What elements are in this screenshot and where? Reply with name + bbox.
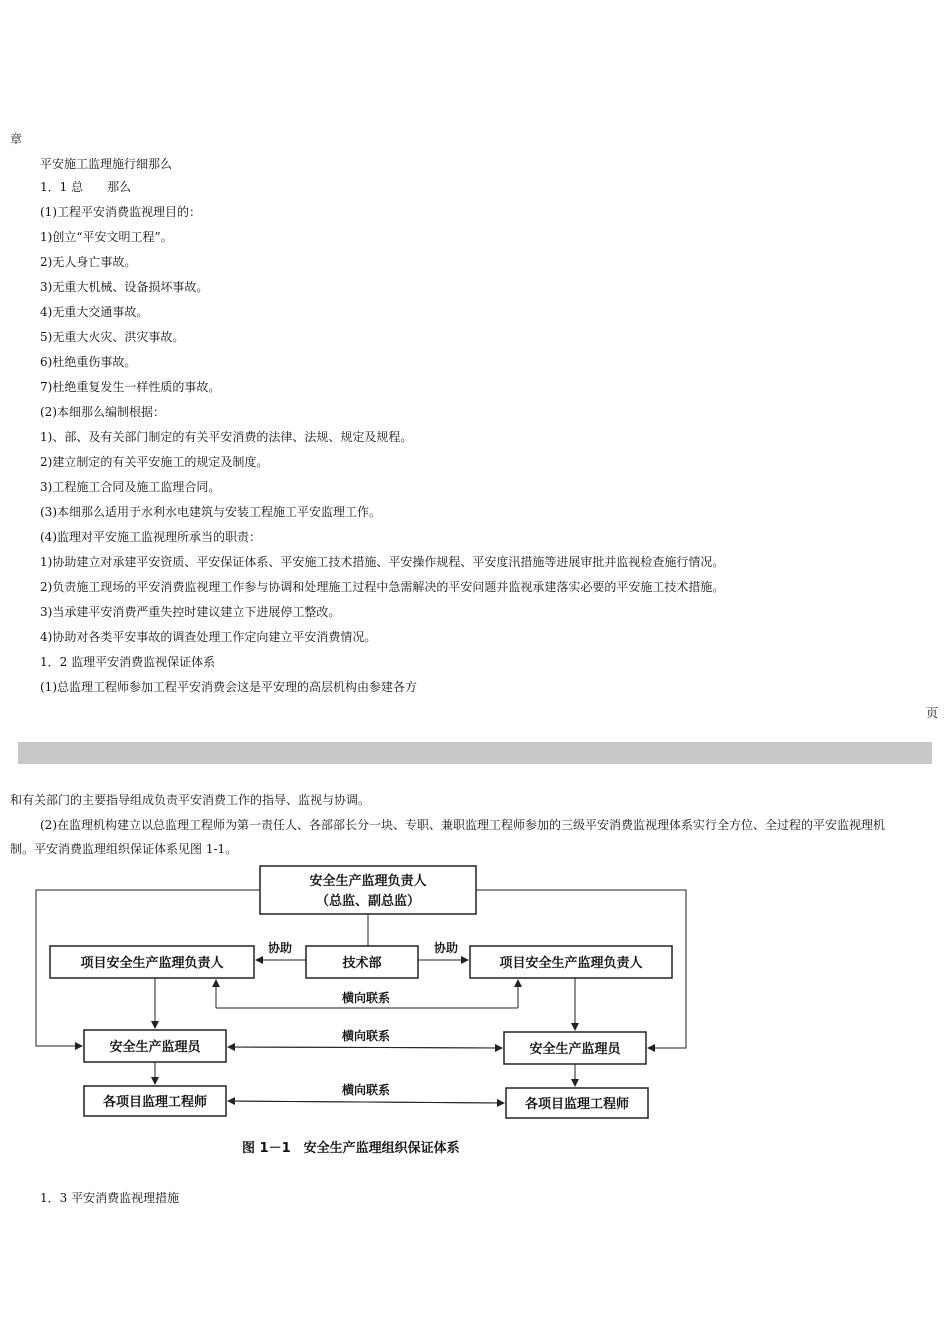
text-line: (1)总监理工程师参加工程平安消费会这是平安理的高层机构由参建各方 (40, 680, 418, 694)
tech-dept-box (306, 946, 418, 978)
lateral-label: 横向联系 (341, 991, 391, 1005)
svg-text:项目安全生产监理负责人: 项目安全生产监理负责人 (499, 956, 643, 971)
document-title: 平安施工监理施行细那么 (40, 157, 173, 171)
text-line: (1)工程平安消费监视理目的： (40, 205, 201, 219)
section-heading: 1．3 平安消费监视理措施 (40, 1191, 180, 1205)
text-line: 4)协助对各类平安事故的调查处理工作定向建立平安消费情况。 (40, 630, 377, 644)
left-manager-box (50, 946, 254, 978)
svg-text:各项目监理工程师: 各项目监理工程师 (102, 1095, 208, 1110)
top-box-line1: 安全生产监理负责人 (309, 874, 427, 889)
section-heading: 1．2 监理平安消费监视保证体系 (40, 655, 216, 669)
text-line: 和有关部门的主要指导组成负责平安消费工作的指导、监视与协调。 (10, 793, 371, 807)
text-line: (3)本细那么适用于水利水电建筑与安装工程施工平安监理工作。 (40, 505, 382, 519)
text-line: 1)协助建立对承建平安资质、平安保证体系、平安施工技术措施、平安操作规程、平安度汛措施等进展审批并监视检查施行情况。 (40, 555, 725, 569)
svg-text:安全生产监理员: 安全生产监理员 (109, 1040, 201, 1055)
text-line: 2)负责施工现场的平安消费监视理工作参与协调和处理施工过程中急需解决的平安问题并监视承建落实必要的平安施工技术措施。 (40, 580, 725, 594)
lateral-label: 横向联系 (341, 1029, 391, 1043)
svg-text:项目安全生产监理负责人: 项目安全生产监理负责人 (80, 956, 224, 971)
text-line: 1)创立“平安文明工程”。 (40, 230, 173, 244)
text-line: 3)当承建平安消费严重失控时建议建立下进展停工整改。 (40, 605, 341, 619)
text-line: 3)无重大机械、设备损坏事故。 (40, 280, 209, 294)
lateral-label: 横向联系 (341, 1083, 391, 1097)
svg-text:各项目监理工程师: 各项目监理工程师 (524, 1097, 630, 1112)
right-manager-box (470, 946, 672, 978)
org-chart-diagram (28, 860, 698, 1160)
page-footer-label: 页 (926, 706, 939, 720)
text-line: 2)无人身亡事故。 (40, 255, 137, 269)
right-engineer-box (506, 1088, 648, 1118)
text-line: 2)建立制定的有关平安施工的规定及制度。 (40, 455, 269, 469)
assist-label-right: 协助 (433, 941, 459, 955)
text-line: 7)杜绝重复发生一样性质的事故。 (40, 380, 221, 394)
figure-caption: 图 1－1 安全生产监理组织保证体系 (242, 1141, 460, 1156)
text-line: 1)、部、及有关部门制定的有关平安消费的法律、法规、规定及规程。 (40, 430, 413, 444)
chapter-label: 章 (10, 132, 23, 146)
top-box-line2: （总监、副总监） (315, 894, 421, 909)
text-line: 4)无重大交通事故。 (40, 305, 149, 319)
svg-text:安全生产监理员: 安全生产监理员 (529, 1042, 621, 1057)
left-supervisor-box (84, 1030, 226, 1062)
text-line: 6)杜绝重伤事故。 (40, 355, 137, 369)
text-line: 3)工程施工合同及施工监理合同。 (40, 480, 221, 494)
page-separator (18, 742, 932, 764)
right-supervisor-box (504, 1032, 646, 1064)
text-line: 5)无重大火灾、洪灾事故。 (40, 330, 185, 344)
top-box (260, 866, 476, 914)
text-line: 制。平安消费监理组织保证体系见图 1-1。 (10, 842, 238, 856)
svg-text:技术部: 技术部 (342, 956, 382, 971)
text-line: (2)本细那么编制根据： (40, 405, 165, 419)
left-engineer-box (84, 1086, 226, 1116)
text-line: (2)在监理机构建立以总监理工程师为第一责任人、各部部长分一块、专职、兼职监理工程师参加的三级平安消费监视理体系实行全方位、全过程的平安监视理机 (40, 818, 886, 832)
text-line: (4)监理对平安施工监视理所承当的职责： (40, 530, 261, 544)
assist-label-left: 协助 (267, 941, 293, 955)
section-heading: 1．1 总 那么 (40, 180, 132, 194)
